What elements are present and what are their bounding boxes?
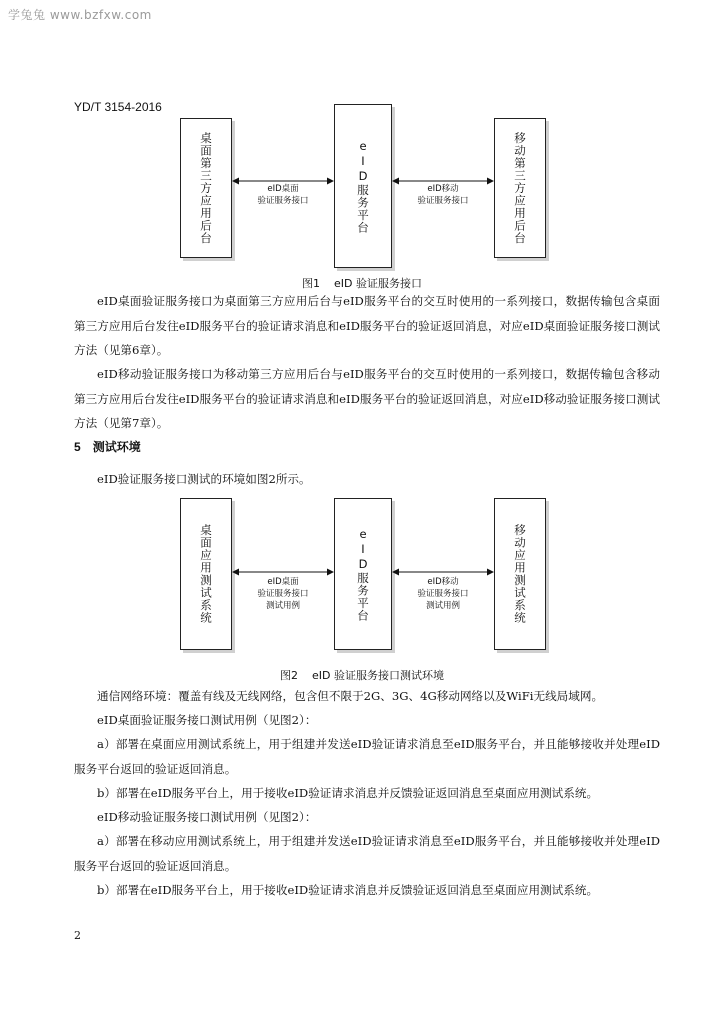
list-item-mobile-b: b）部署在eID服务平台上，用于接收eID验证请求消息并反馈验证返回消息至桌面应用测试系统。 xyxy=(97,883,599,897)
box-label: 桌面第三方应用后台 xyxy=(199,131,213,245)
standard-code-header: YD/T 3154-2016 xyxy=(74,100,162,114)
arrow-label-line: eID移动 xyxy=(427,184,459,194)
paragraph-desktop-test-case-intro: eID桌面验证服务接口测试用例（见图2）： xyxy=(97,713,317,727)
arrow-label-line: eID移动 xyxy=(427,577,459,587)
left-arrow-label xyxy=(242,183,324,207)
desktop-app-test-system-box xyxy=(180,498,232,650)
box-label: eID服务平台 xyxy=(356,138,370,234)
right-arrow-label xyxy=(402,183,484,207)
left-arrow-label xyxy=(242,576,324,612)
arrow-label-line: 验证服务接口 xyxy=(417,196,469,206)
list-item-desktop-a: a）部署在桌面应用测试系统上，用于组建并发送eID验证请求消息至eID服务平台，并且能够接收并处理eID服务平台返回的验证返回消息。 xyxy=(74,737,660,776)
arrow-label-line: 测试用例 xyxy=(425,601,460,611)
paragraph-environment-intro: eID验证服务接口测试的环境如图2所示。 xyxy=(97,472,311,486)
arrow-label-line: 验证服务接口 xyxy=(257,196,309,206)
figure-2-caption: 图2 eID 验证服务接口测试环境 xyxy=(280,669,444,682)
watermark-text: 学兔兔 www.bzfxw.com xyxy=(8,8,152,22)
figure-1-caption: 图1 eID 验证服务接口 xyxy=(302,277,422,290)
list-item-desktop-b: b）部署在eID服务平台上，用于接收eID验证请求消息并反馈验证返回消息至桌面应用测试系统。 xyxy=(97,786,599,800)
paragraph-mobile-interface: eID移动验证服务接口为移动第三方应用后台与eID服务平台的交互时使用的一系列接口，数据传输包含移动第三方应用后台发往eID服务平台的验证请求消息和eID服务平台的验证返回消息，对应eID移动验证服务接口测试方法（见第7章）。 xyxy=(74,367,660,431)
arrow-label-line: 测试用例 xyxy=(265,601,300,611)
box-label: 移动第三方应用后台 xyxy=(513,131,527,245)
paragraph-desktop-interface: eID桌面验证服务接口为桌面第三方应用后台与eID服务平台的交互时使用的一系列接口，数据传输包含桌面第三方应用后台发往eID服务平台的验证请求消息和eID服务平台的验证返回消息，对应eID桌面验证服务接口测试方法（见第6章）。 xyxy=(74,294,660,358)
mobile-app-test-system-box xyxy=(494,498,546,650)
section-number: 5 xyxy=(74,440,81,454)
right-arrow-label xyxy=(402,576,484,612)
section-title: 测试环境 xyxy=(92,440,141,454)
desktop-third-party-backend-box xyxy=(180,118,232,258)
list-item-mobile-a: a）部署在移动应用测试系统上，用于组建并发送eID验证请求消息至eID服务平台，并且能够接收并处理eID服务平台返回的验证返回消息。 xyxy=(74,834,660,873)
section-5-heading xyxy=(74,438,141,455)
page-number: 2 xyxy=(74,929,81,942)
box-label: eID服务平台 xyxy=(356,526,370,622)
eid-service-platform-box xyxy=(334,104,392,268)
mobile-third-party-backend-box xyxy=(494,118,546,258)
arrow-label-line: eID桌面 xyxy=(267,184,299,194)
arrow-label-line: 验证服务接口 xyxy=(417,589,469,599)
box-label: 移动应用测试系统 xyxy=(513,524,527,624)
box-label: 桌面应用测试系统 xyxy=(199,524,213,624)
eid-service-platform-box xyxy=(334,498,392,650)
arrow-label-line: eID桌面 xyxy=(267,577,299,587)
paragraph-mobile-test-case-intro: eID移动验证服务接口测试用例（见图2）： xyxy=(97,810,317,824)
paragraph-network-environment: 通信网络环境：覆盖有线及无线网络，包含但不限于2G、3G、4G移动网络以及WiFi无线局域网。 xyxy=(97,689,604,703)
arrow-label-line: 验证服务接口 xyxy=(257,589,309,599)
